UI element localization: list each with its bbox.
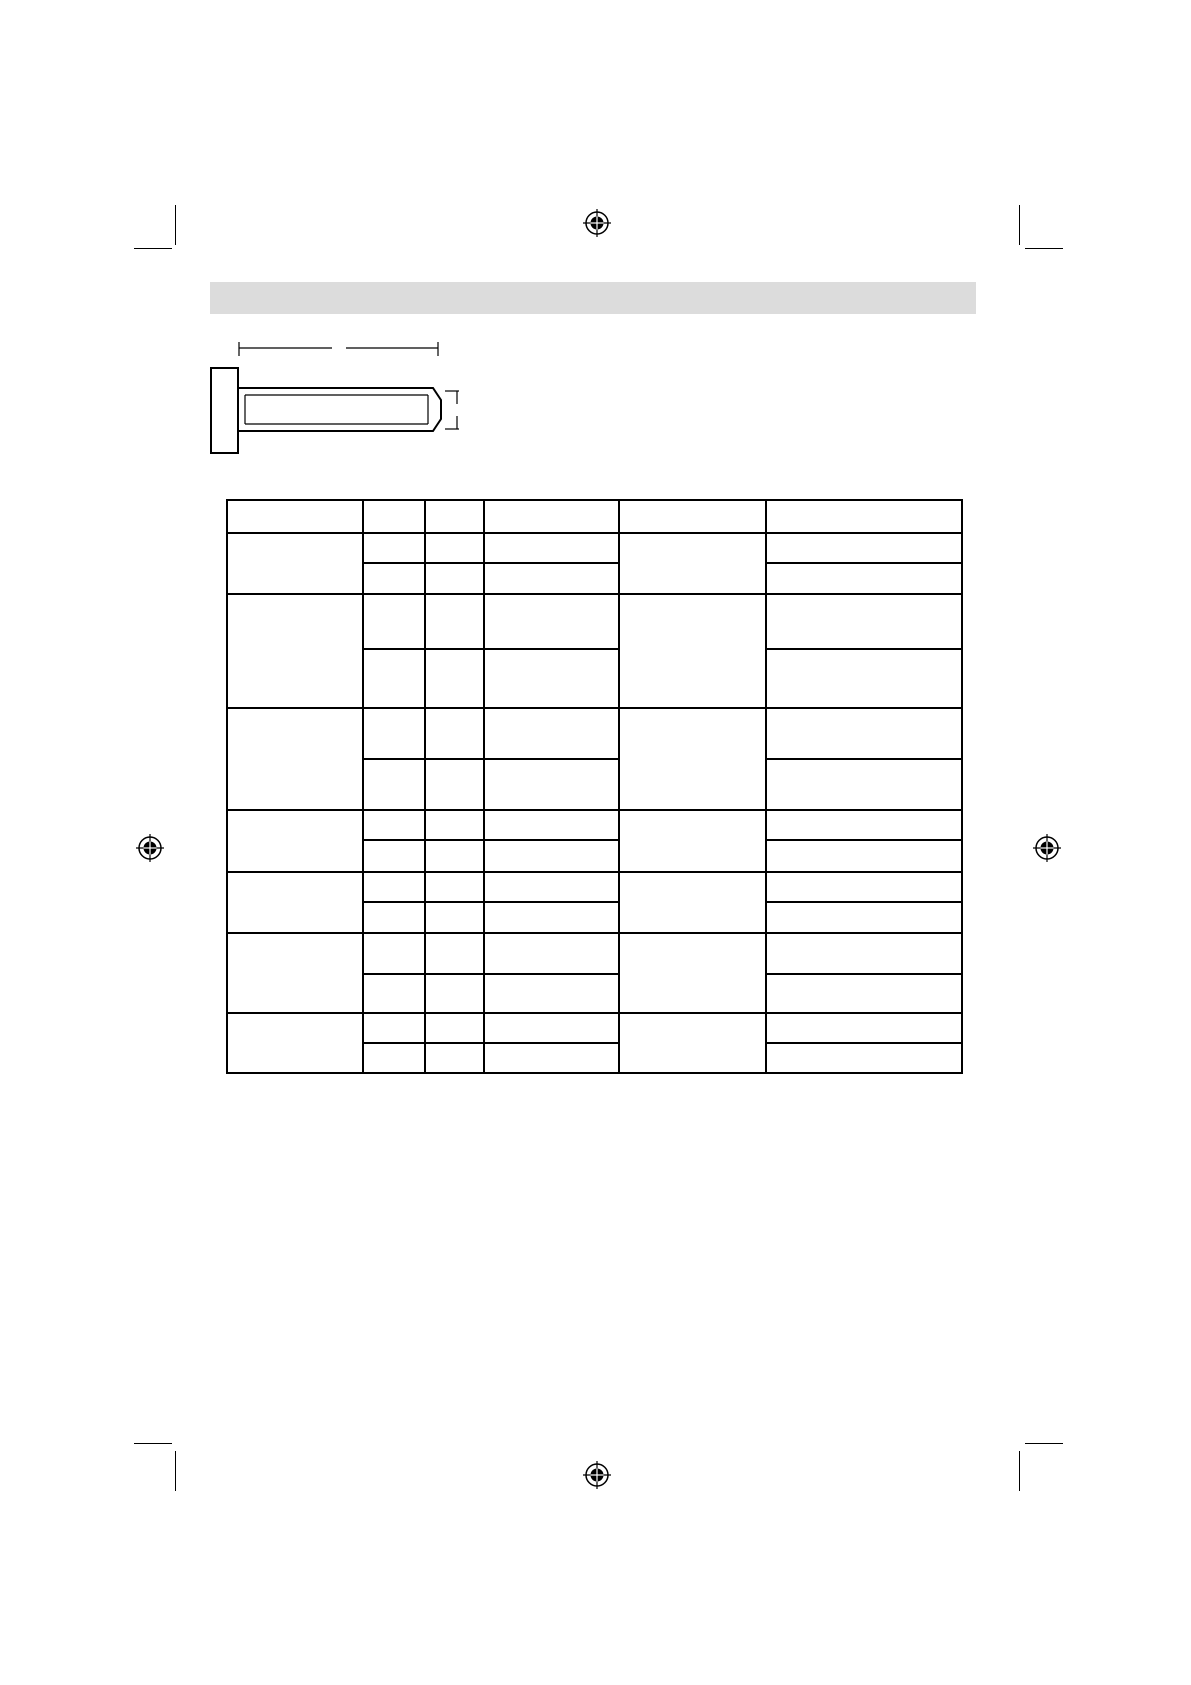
size-cell bbox=[363, 708, 425, 759]
crop-mark-br-h bbox=[1025, 1443, 1063, 1444]
qty-cell bbox=[425, 1043, 484, 1073]
bracket-cell bbox=[619, 933, 766, 1013]
bracket-cell bbox=[619, 708, 766, 810]
size-cell bbox=[363, 974, 425, 1013]
note-cell bbox=[766, 974, 962, 1013]
qty-cell bbox=[425, 649, 484, 708]
table-row bbox=[227, 708, 962, 759]
size-cell bbox=[363, 872, 425, 902]
model-cell bbox=[227, 594, 363, 708]
qty-cell bbox=[425, 563, 484, 594]
note-cell bbox=[766, 902, 962, 933]
print-slug-footer bbox=[0, 1672, 1191, 1685]
model-cell bbox=[227, 933, 363, 1013]
section-header-bar bbox=[210, 282, 976, 314]
header-cell bbox=[619, 500, 766, 533]
note-cell bbox=[766, 759, 962, 810]
bracket-cell bbox=[619, 594, 766, 708]
model-cell bbox=[227, 810, 363, 872]
crop-mark-tl-v bbox=[175, 205, 176, 245]
size-cell bbox=[363, 840, 425, 872]
qty-cell bbox=[425, 1013, 484, 1043]
length-cell bbox=[484, 563, 619, 594]
note-cell bbox=[766, 810, 962, 840]
table-row bbox=[227, 594, 962, 649]
length-cell bbox=[484, 649, 619, 708]
crop-mark-bl-h bbox=[134, 1443, 172, 1444]
header-cell bbox=[766, 500, 962, 533]
note-cell bbox=[766, 872, 962, 902]
qty-cell bbox=[425, 810, 484, 840]
table-header-row bbox=[227, 500, 962, 533]
crop-mark-tr-h bbox=[1025, 248, 1063, 249]
size-cell bbox=[363, 533, 425, 563]
note-cell bbox=[766, 1043, 962, 1073]
qty-cell bbox=[425, 708, 484, 759]
crop-mark-bl-v bbox=[175, 1451, 176, 1491]
length-cell bbox=[484, 810, 619, 840]
size-cell bbox=[363, 1043, 425, 1073]
crop-mark-br-v bbox=[1019, 1451, 1020, 1491]
length-cell bbox=[484, 759, 619, 810]
length-dimension-line bbox=[239, 342, 438, 356]
diameter-dimension-line bbox=[445, 391, 459, 429]
size-cell bbox=[363, 933, 425, 974]
screw-shaft bbox=[238, 388, 441, 431]
table-row bbox=[227, 1013, 962, 1043]
note-cell bbox=[766, 563, 962, 594]
screw-head bbox=[211, 368, 238, 453]
note-cell bbox=[766, 1013, 962, 1043]
length-cell bbox=[484, 533, 619, 563]
length-cell bbox=[484, 840, 619, 872]
bracket-cell bbox=[619, 533, 766, 594]
model-cell bbox=[227, 708, 363, 810]
model-cell bbox=[227, 872, 363, 933]
crosshair-registration-icon bbox=[136, 834, 164, 862]
header-cell bbox=[484, 500, 619, 533]
size-cell bbox=[363, 810, 425, 840]
size-cell bbox=[363, 1013, 425, 1043]
length-cell bbox=[484, 872, 619, 902]
qty-cell bbox=[425, 872, 484, 902]
bracket-cell bbox=[619, 872, 766, 933]
bracket-cell bbox=[619, 810, 766, 872]
model-cell bbox=[227, 533, 363, 594]
table-row bbox=[227, 872, 962, 902]
crosshair-registration-icon bbox=[1033, 834, 1061, 862]
length-cell bbox=[484, 974, 619, 1013]
length-cell bbox=[484, 1043, 619, 1073]
model-cell bbox=[227, 1013, 363, 1073]
screw-spec-table bbox=[226, 499, 963, 1074]
note-cell bbox=[766, 533, 962, 563]
qty-cell bbox=[425, 533, 484, 563]
size-cell bbox=[363, 563, 425, 594]
note-cell bbox=[766, 594, 962, 649]
note-cell bbox=[766, 933, 962, 974]
length-cell bbox=[484, 902, 619, 933]
header-cell bbox=[363, 500, 425, 533]
size-cell bbox=[363, 902, 425, 933]
crop-mark-tl-h bbox=[134, 248, 172, 249]
length-cell bbox=[484, 933, 619, 974]
table-row bbox=[227, 933, 962, 974]
table-row bbox=[227, 533, 962, 563]
crosshair-registration-icon bbox=[583, 1461, 611, 1489]
size-cell bbox=[363, 649, 425, 708]
header-cell bbox=[425, 500, 484, 533]
crop-mark-tr-v bbox=[1019, 205, 1020, 245]
qty-cell bbox=[425, 974, 484, 1013]
qty-cell bbox=[425, 933, 484, 974]
qty-cell bbox=[425, 840, 484, 872]
size-cell bbox=[363, 759, 425, 810]
header-cell bbox=[227, 500, 363, 533]
note-cell bbox=[766, 840, 962, 872]
crosshair-registration-icon bbox=[583, 209, 611, 237]
length-cell bbox=[484, 708, 619, 759]
size-cell bbox=[363, 594, 425, 649]
length-cell bbox=[484, 1013, 619, 1043]
qty-cell bbox=[425, 594, 484, 649]
note-cell bbox=[766, 649, 962, 708]
qty-cell bbox=[425, 759, 484, 810]
length-cell bbox=[484, 594, 619, 649]
note-cell bbox=[766, 708, 962, 759]
qty-cell bbox=[425, 902, 484, 933]
screw-dimension-diagram bbox=[205, 340, 475, 462]
bracket-cell bbox=[619, 1013, 766, 1073]
table-row bbox=[227, 810, 962, 840]
